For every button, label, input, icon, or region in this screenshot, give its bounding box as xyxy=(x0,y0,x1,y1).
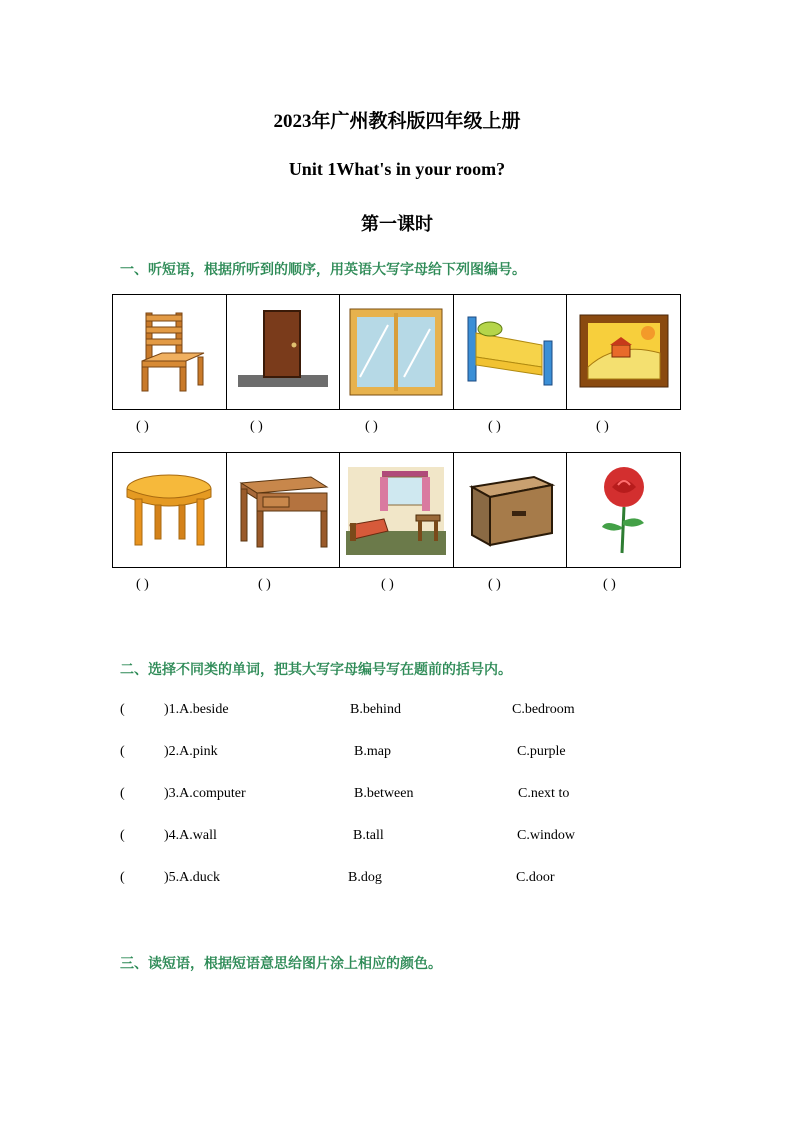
section-1-heading: 一、听短语，根据所听到的顺序，用英语大写字母给下列图编号。 xyxy=(120,262,526,278)
option-c: C.bedroom xyxy=(512,702,575,717)
option-a: )3.A.computer xyxy=(164,786,246,801)
answer-blank[interactable]: ( ) xyxy=(250,419,263,434)
picture-cell xyxy=(340,453,454,568)
box-icon xyxy=(462,465,558,555)
picture-row-1 xyxy=(112,294,681,410)
page-title: 2023年广州教科版四年级上册 xyxy=(273,111,521,132)
answer-paren[interactable]: ( xyxy=(120,744,125,759)
answer-blank[interactable]: ( ) xyxy=(596,419,609,434)
option-c: C.window xyxy=(517,828,575,843)
picture-cell xyxy=(226,453,340,568)
option-c: C.purple xyxy=(517,744,566,759)
picture-cell xyxy=(567,453,681,568)
answer-paren[interactable]: ( xyxy=(120,870,125,885)
question-row xyxy=(120,870,680,890)
window-icon xyxy=(348,307,444,397)
answer-blank[interactable]: ( ) xyxy=(136,419,149,434)
round-table-icon xyxy=(121,465,217,555)
question-row xyxy=(120,702,680,722)
picture-cell xyxy=(113,295,227,410)
option-b: B.tall xyxy=(353,828,384,843)
bed-icon xyxy=(462,307,558,397)
option-b: B.behind xyxy=(350,702,401,717)
rose-icon xyxy=(584,465,664,555)
answer-blank[interactable]: ( ) xyxy=(488,419,501,434)
door-icon xyxy=(238,307,328,397)
question-row xyxy=(120,786,680,806)
picture-cell xyxy=(226,295,340,410)
option-b: B.dog xyxy=(348,870,382,885)
option-a: )4.A.wall xyxy=(164,828,217,843)
answer-blank[interactable]: ( ) xyxy=(381,577,394,592)
desk-icon xyxy=(235,465,331,555)
answer-blank[interactable]: ( ) xyxy=(488,577,501,592)
picture-cell xyxy=(567,295,681,410)
picture-cell xyxy=(113,453,227,568)
option-a: )2.A.pink xyxy=(164,744,218,759)
answer-paren[interactable]: ( xyxy=(120,828,125,843)
answer-blank[interactable]: ( ) xyxy=(258,577,271,592)
section-2-heading: 二、选择不同类的单词，把其大写字母编号写在题前的括号内。 xyxy=(120,662,512,678)
question-row xyxy=(120,744,680,764)
picture-cell xyxy=(453,295,567,410)
option-b: B.between xyxy=(354,786,414,801)
chair-icon xyxy=(124,307,214,397)
bedroom-icon xyxy=(346,465,446,555)
option-c: C.next to xyxy=(518,786,570,801)
option-b: B.map xyxy=(354,744,391,759)
option-a: )1.A.beside xyxy=(164,702,229,717)
answer-blank[interactable]: ( ) xyxy=(603,577,616,592)
picture-row-2 xyxy=(112,452,681,568)
answer-paren[interactable]: ( xyxy=(120,702,125,717)
answer-paren[interactable]: ( xyxy=(120,786,125,801)
picture-frame-icon xyxy=(576,307,672,397)
section-3-heading: 三、读短语，根据短语意思给图片涂上相应的颜色。 xyxy=(120,956,442,972)
answer-blank[interactable]: ( ) xyxy=(365,419,378,434)
question-row xyxy=(120,828,680,848)
lesson-title: 第一课时 xyxy=(361,214,433,234)
option-c: C.door xyxy=(516,870,555,885)
answer-blank[interactable]: ( ) xyxy=(136,577,149,592)
picture-cell xyxy=(453,453,567,568)
option-a: )5.A.duck xyxy=(164,870,220,885)
picture-cell xyxy=(340,295,454,410)
unit-title: Unit 1What's in your room? xyxy=(288,159,506,179)
